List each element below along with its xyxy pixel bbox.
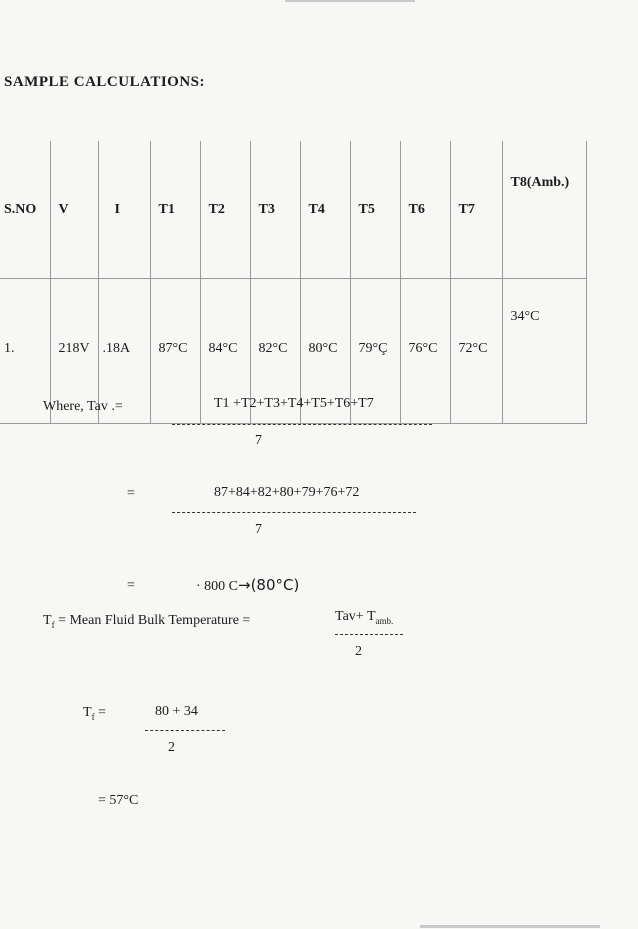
header-t7: T7	[450, 141, 502, 279]
tav-fraction-line	[172, 424, 432, 425]
tav-label: Where, Tav .=	[43, 399, 123, 414]
cell-t2: 84°C	[200, 279, 250, 424]
tf-calc-denominator: 2	[168, 740, 175, 755]
tav-equals-3: =	[127, 578, 135, 593]
tf-definition: $T_f$ = Mean Fluid Bulk Temperature =	[43, 613, 251, 630]
header-t2: T2	[200, 141, 250, 279]
tav-numerator-values: 87+84+82+80+79+76+72	[214, 485, 360, 500]
cell-i: .18A	[98, 279, 150, 424]
cell-t4: 80°C	[300, 279, 350, 424]
tav-denominator: 7	[255, 433, 262, 448]
header-v: V	[50, 141, 98, 279]
header-sno: S.NO	[0, 141, 50, 279]
tav-result: · 800 C→(80°C)	[196, 576, 300, 594]
cell-t8-amb: 34°C	[502, 279, 586, 424]
header-t6: T6	[400, 141, 450, 279]
tf-def-fraction-line	[335, 634, 403, 635]
cell-t3: 82°C	[250, 279, 300, 424]
tf-symbol: $T_f$	[43, 613, 55, 630]
tf-calc-result: = 57°C	[98, 793, 139, 808]
cell-v: 218V	[50, 279, 98, 424]
tav-numerator: T1 +T2+T3+T4+T5+T6+T7	[214, 396, 374, 411]
bullet-dot: ·	[196, 579, 205, 594]
scan-edge-top	[285, 0, 415, 2]
header-t3: T3	[250, 141, 300, 279]
handwritten-note: →(80°C)	[238, 576, 300, 594]
tf-label: Mean Fluid Bulk Temperature =	[69, 613, 251, 628]
tav-fraction-line-2	[172, 512, 416, 513]
page-heading: SAMPLE CALCULATIONS:	[4, 74, 205, 90]
tav-equals-2: =	[127, 486, 135, 501]
header-t1: T1	[150, 141, 200, 279]
cell-t5: 79°Ç	[350, 279, 400, 424]
cell-t6: 76°C	[400, 279, 450, 424]
tav-denominator-2: 7	[255, 522, 262, 537]
cell-sno: 1.	[0, 279, 50, 424]
tf-def-numerator: $Tav+ T_{amb.}$	[335, 609, 394, 626]
header-t5: T5	[350, 141, 400, 279]
tf-calc-fraction-line	[145, 730, 225, 731]
header-t8-amb: T8(Amb.)	[502, 141, 586, 279]
header-i: I	[98, 141, 150, 279]
tf-calc-lhs: $T_f$ =	[83, 705, 106, 722]
cell-t7: 72°C	[450, 279, 502, 424]
header-t4: T4	[300, 141, 350, 279]
tf-def-denominator: 2	[355, 644, 362, 659]
table-header-row	[0, 141, 586, 279]
readings-table	[0, 141, 587, 424]
cell-t1: 87°C	[150, 279, 200, 424]
tf-calc-numerator: 80 + 34	[155, 704, 198, 719]
scan-edge-bottom	[420, 925, 600, 928]
